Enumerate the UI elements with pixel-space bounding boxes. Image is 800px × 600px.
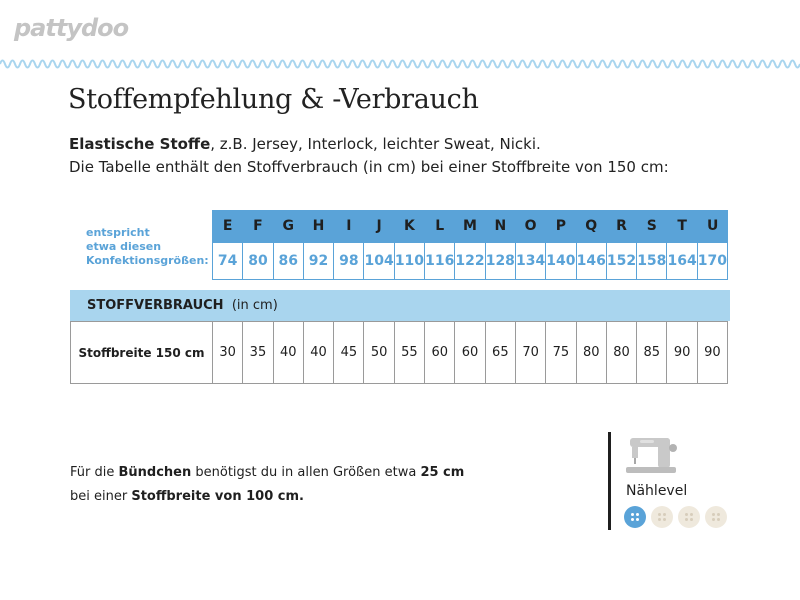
fabric-examples: , z.B. Jersey, Interlock, leichter Sweat, Nicki. xyxy=(210,135,541,153)
usage-row xyxy=(71,322,728,384)
wave-divider xyxy=(0,56,800,72)
cuff-note xyxy=(70,461,464,509)
pattydoo-logo: pattydoo xyxy=(14,14,129,42)
size-caption-line: etwa diesen xyxy=(86,240,162,253)
size-number-cell: 80 xyxy=(243,243,273,280)
note-part: bei einer xyxy=(70,489,132,504)
size-letter-cell: I xyxy=(334,210,364,243)
size-letter-cell: J xyxy=(364,210,394,243)
size-letter-row xyxy=(213,210,728,243)
size-number-cell: 158 xyxy=(637,243,667,280)
size-table xyxy=(212,210,728,280)
usage-value-cell: 50 xyxy=(364,322,394,384)
sewing-button-icon xyxy=(624,506,646,528)
usage-value-cell: 40 xyxy=(303,322,333,384)
usage-header-unit: (in cm) xyxy=(231,298,278,313)
size-letter-cell: U xyxy=(697,210,727,243)
note-bold: Stoffbreite von 100 cm. xyxy=(131,489,304,504)
size-number-cell: 170 xyxy=(697,243,727,280)
size-number-cell: 152 xyxy=(606,243,636,280)
usage-value-cell: 60 xyxy=(425,322,455,384)
table-note: Die Tabelle enthält den Stoffverbrauch (in cm) bei einer Stoffbreite von 150 cm: xyxy=(69,158,669,176)
note-part: Für die xyxy=(70,465,119,480)
note-part: benötigst du in allen Größen etwa xyxy=(191,465,421,480)
usage-value-cell: 75 xyxy=(546,322,576,384)
usage-header-band xyxy=(70,290,730,321)
size-number-cell: 104 xyxy=(364,243,394,280)
usage-value-cell: 55 xyxy=(394,322,424,384)
size-letter-cell: T xyxy=(667,210,697,243)
size-number-cell: 164 xyxy=(667,243,697,280)
size-letter-cell: L xyxy=(425,210,455,243)
usage-value-cell: 60 xyxy=(455,322,485,384)
size-letter-cell: F xyxy=(243,210,273,243)
size-letter-cell: K xyxy=(394,210,424,243)
size-letter-cell: S xyxy=(637,210,667,243)
sewing-button-icon xyxy=(705,506,727,528)
usage-value-cell: 30 xyxy=(213,322,243,384)
usage-row-label: Stoffbreite 150 cm xyxy=(71,322,213,384)
sewing-button-icon xyxy=(678,506,700,528)
size-letter-cell: H xyxy=(303,210,333,243)
usage-value-cell: 90 xyxy=(697,322,727,384)
usage-value-cell: 35 xyxy=(243,322,273,384)
page-title: Stoffempfehlung & -Verbrauch xyxy=(68,84,479,115)
size-letter-cell: N xyxy=(485,210,515,243)
size-letter-cell: R xyxy=(606,210,636,243)
usage-value-cell: 45 xyxy=(334,322,364,384)
size-caption-line: Konfektionsgrößen: xyxy=(86,254,209,267)
size-letter-cell: O xyxy=(515,210,545,243)
size-number-cell: 116 xyxy=(425,243,455,280)
skill-divider xyxy=(608,432,611,530)
size-letter-cell: M xyxy=(455,210,485,243)
size-number-cell: 86 xyxy=(273,243,303,280)
usage-value-cell: 85 xyxy=(637,322,667,384)
sewing-button-icon xyxy=(651,506,673,528)
usage-value-cell: 90 xyxy=(667,322,697,384)
size-letter-cell: E xyxy=(213,210,243,243)
size-number-cell: 140 xyxy=(546,243,576,280)
size-number-cell: 74 xyxy=(213,243,243,280)
size-number-row xyxy=(213,243,728,280)
usage-header xyxy=(87,298,278,313)
note-bold: 25 cm xyxy=(420,465,465,480)
size-number-cell: 128 xyxy=(485,243,515,280)
size-number-cell: 122 xyxy=(455,243,485,280)
size-number-cell: 146 xyxy=(576,243,606,280)
size-number-cell: 110 xyxy=(394,243,424,280)
size-caption xyxy=(86,226,209,268)
skill-label: Nählevel xyxy=(626,483,688,499)
usage-header-title: STOFFVERBRAUCH xyxy=(87,298,224,313)
size-number-cell: 98 xyxy=(334,243,364,280)
size-letter-cell: Q xyxy=(576,210,606,243)
sewing-machine-icon xyxy=(624,434,678,476)
fabric-label: Elastische Stoffe xyxy=(69,135,211,153)
usage-value-cell: 40 xyxy=(273,322,303,384)
usage-value-cell: 80 xyxy=(606,322,636,384)
size-letter-cell: P xyxy=(546,210,576,243)
usage-value-cell: 70 xyxy=(515,322,545,384)
usage-table xyxy=(70,321,728,384)
intro-text xyxy=(69,133,769,179)
usage-value-cell: 65 xyxy=(485,322,515,384)
size-caption-line: entspricht xyxy=(86,226,150,239)
usage-value-cell: 80 xyxy=(576,322,606,384)
skill-level-indicator xyxy=(624,506,727,528)
size-letter-cell: G xyxy=(273,210,303,243)
note-bold: Bündchen xyxy=(118,465,192,480)
size-number-cell: 92 xyxy=(303,243,333,280)
size-number-cell: 134 xyxy=(515,243,545,280)
